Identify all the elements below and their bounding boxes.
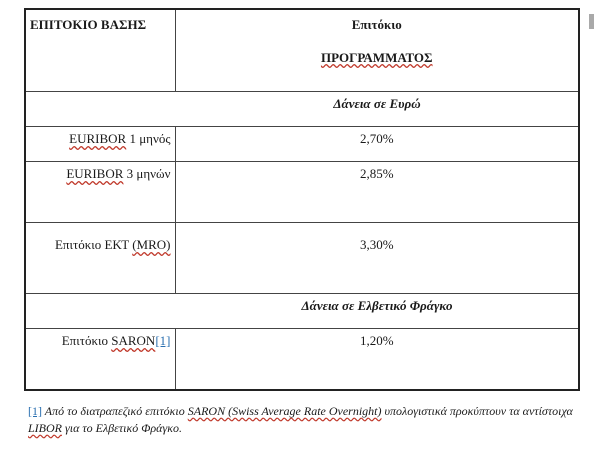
section-title-cell [25, 92, 579, 127]
table-row [25, 127, 579, 162]
footnote [28, 403, 608, 437]
rate-value: 2,70% [359, 131, 394, 146]
rate-value-cell [175, 127, 579, 162]
footnote-reference-link[interactable]: [1] [155, 333, 171, 348]
rate-name-suffix: 3 μηνών [123, 166, 171, 181]
header-base-rate [25, 9, 175, 92]
table-row [25, 223, 579, 294]
footnote-text-part3: για το Ελβετικό Φράγκο. [62, 421, 182, 435]
section-row-chf [25, 294, 579, 329]
header-program-rate-line1: Επιτόκιο [351, 17, 402, 32]
rate-value-cell [175, 329, 579, 391]
footnote-marked-saron: SARON (Swiss Average Rate Overnight) [187, 404, 382, 418]
table-row [25, 329, 579, 391]
rate-name-marked: EURIBOR [69, 131, 127, 146]
rate-value-cell [175, 223, 579, 294]
rate-value: 1,20% [359, 333, 394, 348]
rate-value: 2,85% [359, 166, 394, 181]
section-title-cell [25, 294, 579, 329]
header-program-rate-line2: ΠΡΟΓΡΑΜΜΑΤΟΣ [320, 50, 433, 65]
footnote-backlink[interactable]: [1] [28, 404, 42, 418]
rate-name-prefix: Επιτόκιο ΕΚΤ [54, 237, 133, 252]
rate-name-marked: (MRO) [132, 237, 171, 252]
rate-name-suffix: 1 μηνός [126, 131, 171, 146]
footnote-marked-libor: LIBOR [28, 421, 62, 435]
section-title-euro: Δάνεια σε Ευρώ [333, 96, 421, 111]
interest-rate-table [24, 8, 580, 391]
rate-name-cell [25, 162, 175, 223]
table-header-row [25, 9, 579, 92]
rate-name-prefix: Επιτόκιο [61, 333, 112, 348]
section-row-euro [25, 92, 579, 127]
rate-name-cell [25, 223, 175, 294]
rate-name-cell [25, 329, 175, 391]
section-title-chf: Δάνεια σε Ελβετικό Φράγκο [301, 298, 453, 313]
rate-value-cell [175, 162, 579, 223]
rate-name-marked: EURIBOR [66, 166, 124, 181]
table-row [25, 162, 579, 223]
rate-name-marked: SARON [111, 333, 156, 348]
footnote-text-part1: Από το διατραπεζικό επιτόκιο [42, 404, 188, 418]
rate-value: 3,30% [359, 237, 394, 252]
header-program-rate [175, 9, 579, 92]
scroll-marker[interactable] [589, 14, 594, 29]
footnote-text-part2: υπολογιστικά προκύπτουν τα αντίστοιχα [381, 404, 573, 418]
rate-name-cell [25, 127, 175, 162]
header-base-rate-label: ΕΠΙΤΟΚΙΟ ΒΑΣΗΣ [30, 17, 147, 32]
